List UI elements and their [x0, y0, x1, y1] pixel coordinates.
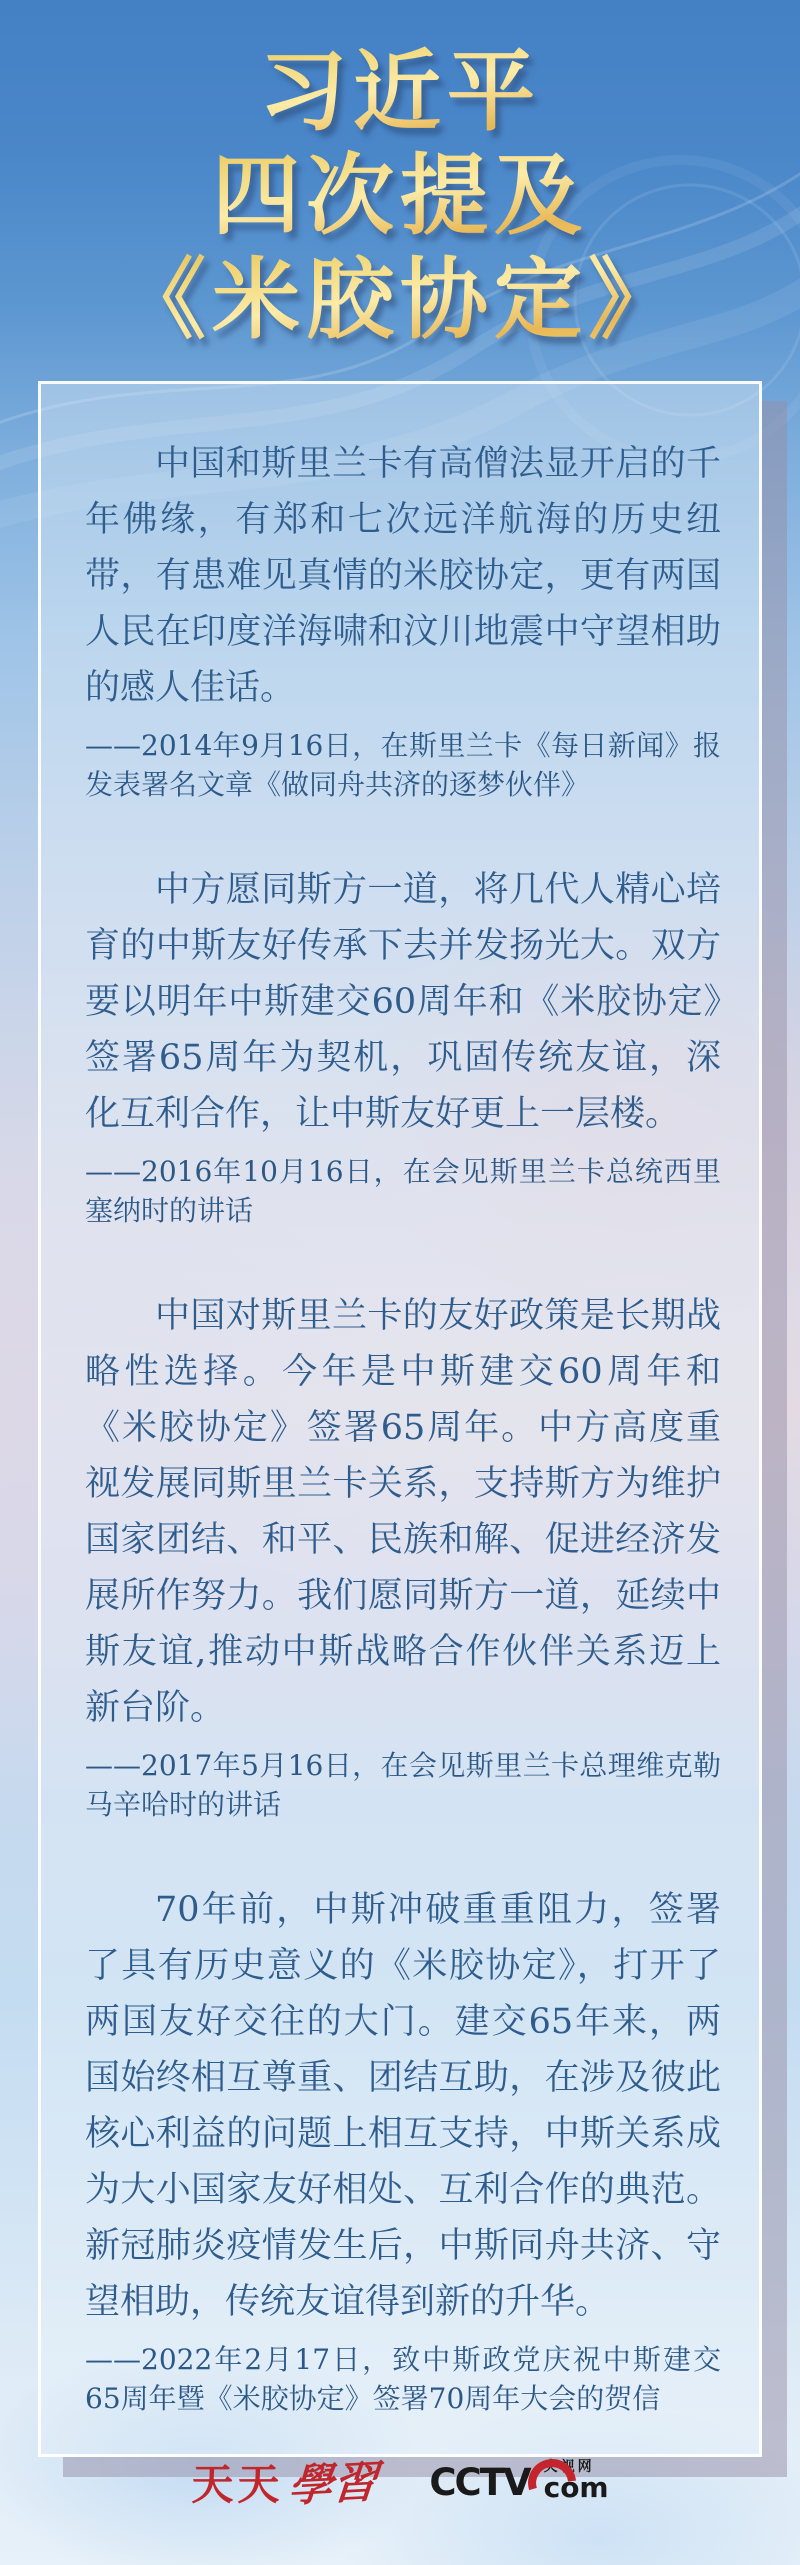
quote-text: 中方愿同斯方一道，将几代人精心培育的中斯友好传承下去并发扬光大。双方要以明年中斯建交60周年和《米胶协定》签署65周年为契机，巩固传统友谊，深化互利合作，让中斯友好更上一层楼。 [85, 870, 721, 1134]
quote-text: 中国和斯里兰卡有高僧法显开启的千年佛缘，有郑和七次远洋航海的历史纽带，有患难见真情的米胶协定，更有两国人民在印度洋海啸和汶川地震中守望相助的感人佳话。 [85, 444, 721, 708]
cctv-com-label: com [543, 2471, 609, 2504]
quote-text: 中国对斯里兰卡的友好政策是长期战略性选择。今年是中斯建交60周年和《米胶协定》签署65周年。中方高度重视发展同斯里兰卡关系，支持斯方为维护国家团结、和平、民族和解、促进经济发展所作努力。我们愿同斯方一道，延续中斯友谊,推动中斯战略合作伙伴关系迈上新台阶。 [85, 1296, 721, 1728]
cctv-right-block [543, 2459, 609, 2504]
title-line-3: 《米胶协定》 [0, 248, 800, 352]
tiantian-xuexi-logo [191, 2448, 380, 2513]
quote-block-4 [85, 1882, 721, 2418]
quote-source: ——2014年9月16日，在斯里兰卡《每日新闻》报发表署名文章《做同舟共济的逐梦伙伴》 [85, 729, 721, 801]
cctv-cn-label: 央视网 [543, 2459, 595, 2475]
title-line-1: 习近平 [0, 40, 800, 144]
quote-block-2 [85, 862, 721, 1230]
footer-logos [0, 2448, 800, 2512]
cctv-logo [429, 2459, 609, 2504]
quote-block-3 [85, 1288, 721, 1824]
poster-title [0, 0, 800, 352]
quote-card [38, 381, 762, 2457]
quote-source: ——2017年5月16日，在会见斯里兰卡总理维克勒马辛哈时的讲话 [85, 1749, 721, 1821]
title-line-2: 四次提及 [0, 144, 800, 248]
cctv-logo-text: CCTV [429, 2461, 530, 2504]
xuexi-logo-text: 學習 [286, 2456, 380, 2513]
quote-block-1 [85, 436, 721, 804]
quote-source: ——2016年10月16日，在会见斯里兰卡总统西里塞纳时的讲话 [85, 1155, 721, 1227]
quote-source: ——2022年2月17日，致中斯政党庆祝中斯建交65周年暨《米胶协定》签署70周年大会的贺信 [85, 2343, 721, 2415]
tiantian-logo-text: 天天 [191, 2460, 284, 2509]
quote-text: 70年前，中斯冲破重重阻力，签署了具有历史意义的《米胶协定》，打开了两国友好交往的大门。建交65年来，两国始终相互尊重、团结互助，在涉及彼此核心利益的问题上相互支持，中斯关系成为大小国家友好相处、互利合作的典范。新冠肺炎疫情发生后，中斯同舟共济、守望相助，传统友谊得到新的升华。 [85, 1890, 721, 2322]
